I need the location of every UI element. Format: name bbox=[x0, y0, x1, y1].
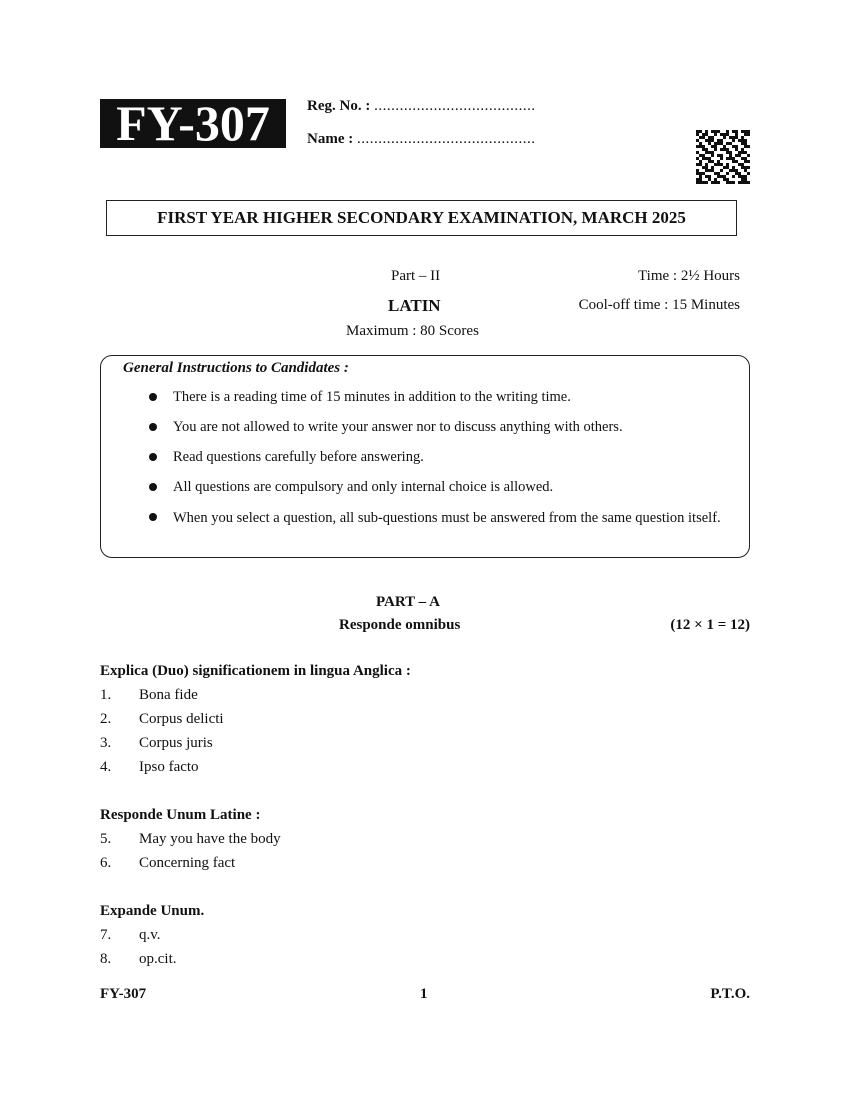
instruction-item: There is a reading time of 15 minutes in addition to the writing time. bbox=[173, 389, 571, 405]
question-text: Corpus delicti bbox=[139, 711, 224, 727]
question-number: 3. bbox=[100, 735, 112, 751]
question-number: 6. bbox=[100, 855, 112, 871]
name-field bbox=[307, 131, 535, 148]
bullet-icon bbox=[149, 513, 157, 521]
bullet-icon bbox=[149, 423, 157, 431]
question-text: Ipso facto bbox=[139, 759, 199, 775]
question-text: Bona fide bbox=[139, 687, 198, 703]
question-text: op.cit. bbox=[139, 951, 177, 967]
question-number: 8. bbox=[100, 951, 112, 967]
name-label: Name : bbox=[307, 131, 354, 147]
question-text: Concerning fact bbox=[139, 855, 236, 871]
part-label: Part – II bbox=[391, 268, 441, 284]
pto-label: P.T.O. bbox=[710, 986, 750, 1002]
question-number: 4. bbox=[100, 759, 112, 775]
question-number: 5. bbox=[100, 831, 112, 847]
question-text: Corpus juris bbox=[139, 735, 213, 751]
cool-off-time: Cool-off time : 15 Minutes bbox=[578, 297, 740, 313]
question-text: May you have the body bbox=[139, 831, 281, 847]
instruction-item: Read questions carefully before answering. bbox=[173, 449, 424, 465]
reg-no-label: Reg. No. : bbox=[307, 98, 371, 114]
subject-title: LATIN bbox=[388, 296, 441, 315]
question-number: 1. bbox=[100, 687, 112, 703]
question-number: 7. bbox=[100, 927, 112, 943]
bullet-icon bbox=[149, 393, 157, 401]
footer-code: FY-307 bbox=[100, 986, 147, 1002]
instruction-item: You are not allowed to write your answer nor to discuss anything with others. bbox=[173, 419, 623, 435]
time-label: Time : 2½ Hours bbox=[638, 268, 740, 284]
part-a-marks: (12 × 1 = 12) bbox=[670, 617, 750, 633]
qr-code-icon bbox=[696, 130, 750, 184]
reg-no-field bbox=[307, 98, 536, 115]
instruction-item: All questions are compulsory and only internal choice is allowed. bbox=[173, 479, 554, 495]
question-number: 2. bbox=[100, 711, 112, 727]
instruction-item: When you select a question, all sub-questions must be answered from the same question itself. bbox=[173, 510, 721, 526]
bullet-icon bbox=[149, 453, 157, 461]
part-a-title: PART – A bbox=[376, 594, 440, 610]
name-dots: .......................................... bbox=[356, 131, 536, 147]
section-heading: Responde Unum Latine : bbox=[100, 807, 261, 823]
paper-code: FY-307 bbox=[100, 99, 286, 148]
page-number: 1 bbox=[420, 986, 428, 1002]
section-heading: Explica (Duo) significationem in lingua Anglica : bbox=[100, 663, 411, 679]
section-heading: Expande Unum. bbox=[100, 903, 205, 919]
question-text: q.v. bbox=[139, 927, 161, 943]
instructions-heading: General Instructions to Candidates : bbox=[123, 360, 349, 376]
part-a-subtitle: Responde omnibus bbox=[339, 617, 461, 633]
bullet-icon bbox=[149, 483, 157, 491]
reg-no-dots: ...................................... bbox=[374, 98, 536, 114]
exam-title: FIRST YEAR HIGHER SECONDARY EXAMINATION, MARCH 2025 bbox=[106, 200, 737, 236]
max-scores: Maximum : 80 Scores bbox=[346, 323, 479, 339]
